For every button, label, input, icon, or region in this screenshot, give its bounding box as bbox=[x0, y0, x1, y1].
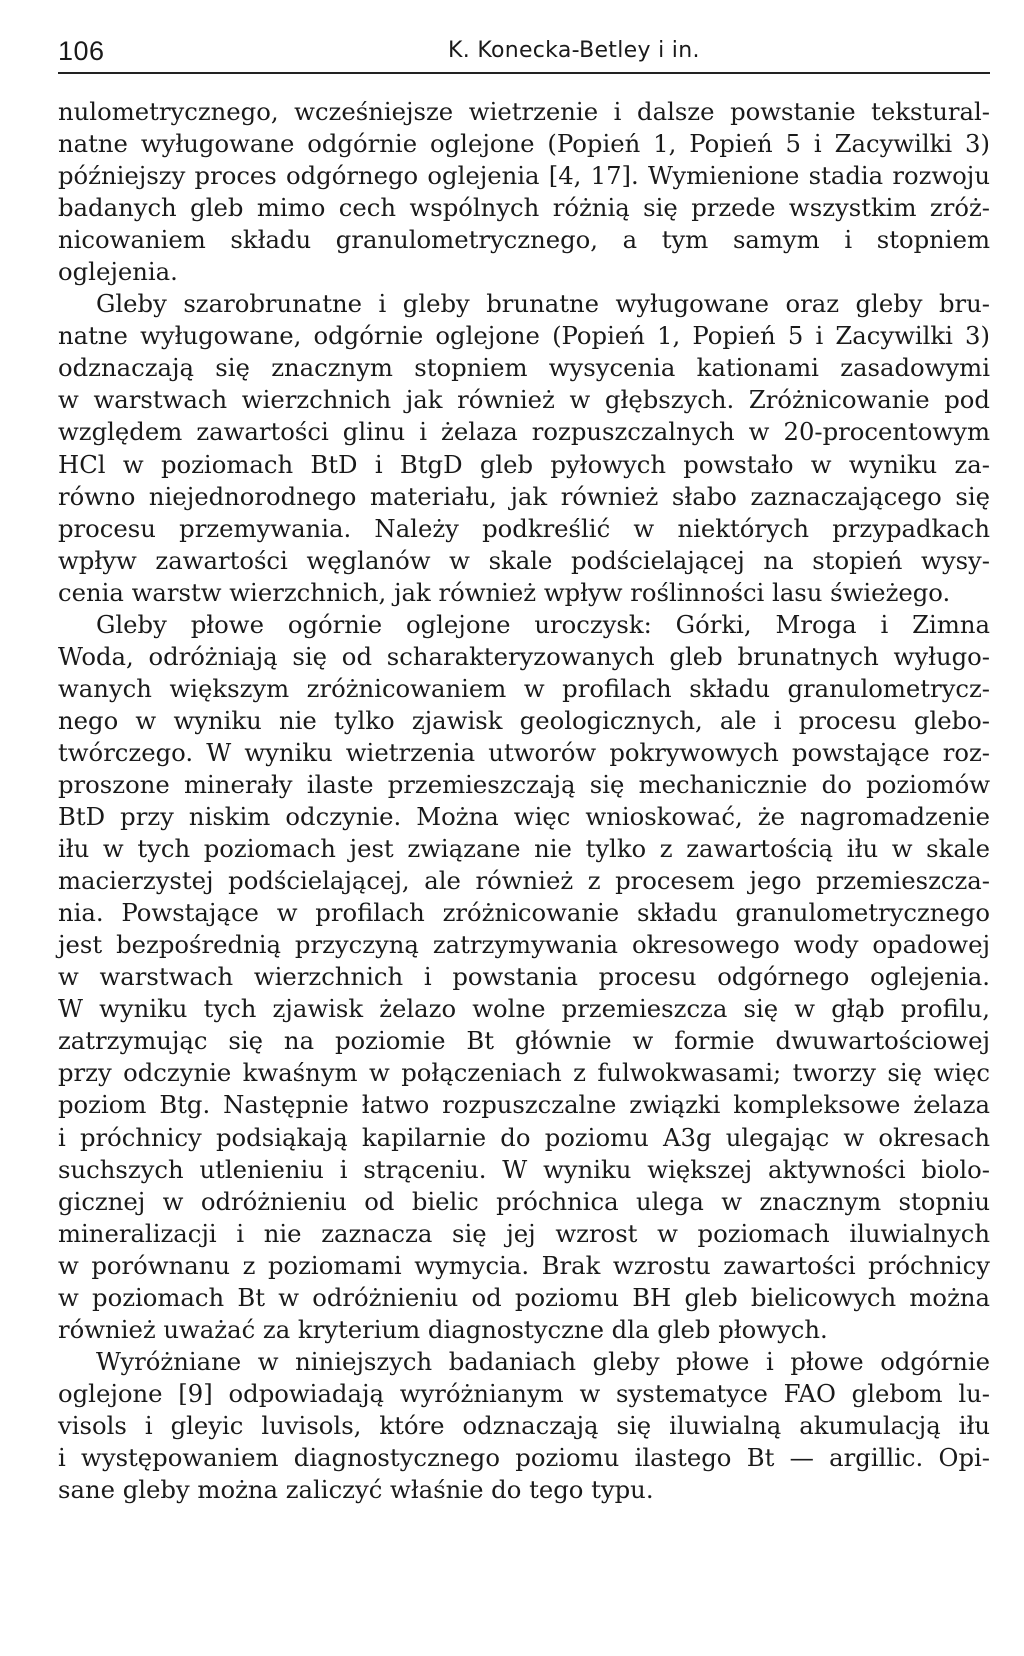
text-line: nicowaniem składu granulometrycznego, a tym samym i stopniem bbox=[58, 225, 990, 255]
text-line: suchszych utlenieniu i strąceniu. W wyniku większej aktywności biolo- bbox=[58, 1154, 990, 1184]
text-line: proszone minerały ilaste przemieszczają się mechanicznie do poziomów bbox=[58, 769, 990, 799]
text-line: również uważać za kryterium diagnostyczne dla gleb płowych. bbox=[58, 1314, 828, 1344]
text-line: Gleby szarobrunatne i gleby brunatne wyługowane oraz gleby bru- bbox=[96, 289, 990, 319]
text-line: W wyniku tych zjawisk żelazo wolne przemieszcza się w głąb profilu, bbox=[58, 994, 990, 1024]
text-line: visols i gleyic luvisols, które odznaczają się iluwialną akumulacją iłu bbox=[58, 1410, 990, 1440]
page-number: 106 bbox=[58, 36, 105, 66]
text-line: wanych większym zróżnicowaniem w profilach składu granulometrycz- bbox=[58, 673, 990, 703]
text-line: i występowaniem diagnostycznego poziomu ilastego Bt — argillic. Opi- bbox=[58, 1442, 990, 1472]
text-line: w warstwach wierzchnich i powstania procesu odgórnego oglejenia. bbox=[58, 962, 990, 992]
text-line: cenia warstw wierzchnich, jak również wpływ roślinności lasu świeżego. bbox=[58, 577, 951, 607]
text-line: macierzystej podścielającej, ale również z procesem jego przemieszcza- bbox=[58, 866, 990, 896]
body-text bbox=[58, 96, 990, 1506]
text-line: w porównanu z poziomami wymycia. Brak wzrostu zawartości próchnicy bbox=[58, 1250, 990, 1280]
text-line: przy odczynie kwaśnym w połączeniach z fulwokwasami; tworzy się więc bbox=[58, 1058, 990, 1088]
text-line: wpływ zawartości węglanów w skale podścielającej na stopień wysy- bbox=[58, 545, 990, 575]
text-line: poziom Btg. Następnie łatwo rozpuszczalne związki kompleksowe żelaza bbox=[58, 1090, 990, 1120]
text-line: HCl w poziomach BtD i BtgD gleb pyłowych powstało w wyniku za- bbox=[58, 449, 990, 479]
text-line: sane gleby można zaliczyć właśnie do tego typu. bbox=[58, 1475, 654, 1505]
text-line: oglejenia. bbox=[58, 257, 178, 287]
text-line: w warstwach wierzchnich jak również w głębszych. Zróżnicowanie pod bbox=[58, 385, 990, 415]
text-line: Gleby płowe ogórnie oglejone uroczysk: Górki, Mroga i Zimna bbox=[96, 609, 990, 639]
running-head: K. Konecka-Betley i in. bbox=[448, 38, 700, 63]
text-line: odznaczają się znacznym stopniem wysycenia kationami zasadowymi bbox=[58, 353, 990, 383]
text-line: późniejszy proces odgórnego oglejenia [4, 17]. Wymienione stadia rozwoju bbox=[58, 161, 990, 191]
text-line: gicznej w odróżnieniu od bielic próchnica ulega w znacznym stopniu bbox=[58, 1186, 990, 1216]
text-line: równo niejednorodnego materiału, jak również słabo zaznaczającego się bbox=[58, 481, 990, 511]
text-line: i próchnicy podsiąkają kapilarnie do poziomu A3g ulegając w okresach bbox=[58, 1122, 990, 1152]
text-line: BtD przy niskim odczynie. Można więc wnioskować, że nagromadzenie bbox=[58, 802, 990, 832]
text-line: mineralizacji i nie zaznacza się jej wzrost w poziomach iluwialnych bbox=[58, 1218, 990, 1248]
text-line: nego w wyniku nie tylko zjawisk geologicznych, ale i procesu glebo- bbox=[58, 705, 990, 735]
text-line: nia. Powstające w profilach zróżnicowanie składu granulometrycznego bbox=[58, 898, 990, 928]
text-line: procesu przemywania. Należy podkreślić w niektórych przypadkach bbox=[58, 513, 990, 543]
text-line: zatrzymując się na poziomie Bt głównie w formie dwuwartościowej bbox=[58, 1026, 990, 1056]
text-line: oglejone [9] odpowiadają wyróżnianym w systematyce FAO glebom lu- bbox=[58, 1378, 990, 1408]
text-line: badanych gleb mimo cech wspólnych różnią się przede wszystkim zróż- bbox=[58, 193, 990, 223]
text-line: iłu w tych poziomach jest związane nie tylko z zawartością iłu w skale bbox=[58, 834, 990, 864]
text-line: Woda, odróżniają się od scharakteryzowanych gleb brunatnych wyługo- bbox=[58, 641, 990, 671]
text-line: natne wyługowane odgórnie oglejone (Popień 1, Popień 5 i Zacywilki 3) bbox=[58, 129, 990, 159]
text-line: nulometrycznego, wcześniejsze wietrzenie i dalsze powstanie tekstural- bbox=[58, 97, 990, 126]
text-line: względem zawartości glinu i żelaza rozpuszczalnych w 20-procentowym bbox=[58, 417, 990, 447]
page-header bbox=[58, 36, 990, 74]
text-line: Wyróżniane w niniejszych badaniach gleby płowe i płowe odgórnie bbox=[96, 1346, 990, 1376]
text-line: jest bezpośrednią przyczyną zatrzymywania okresowego wody opadowej bbox=[58, 930, 990, 960]
text-line: w poziomach Bt w odróżnieniu od poziomu BH gleb bielicowych można bbox=[58, 1282, 990, 1312]
text-line: natne wyługowane, odgórnie oglejone (Popień 1, Popień 5 i Zacywilki 3) bbox=[58, 321, 990, 351]
text-line: twórczego. W wyniku wietrzenia utworów pokrywowych powstające roz- bbox=[58, 737, 990, 767]
